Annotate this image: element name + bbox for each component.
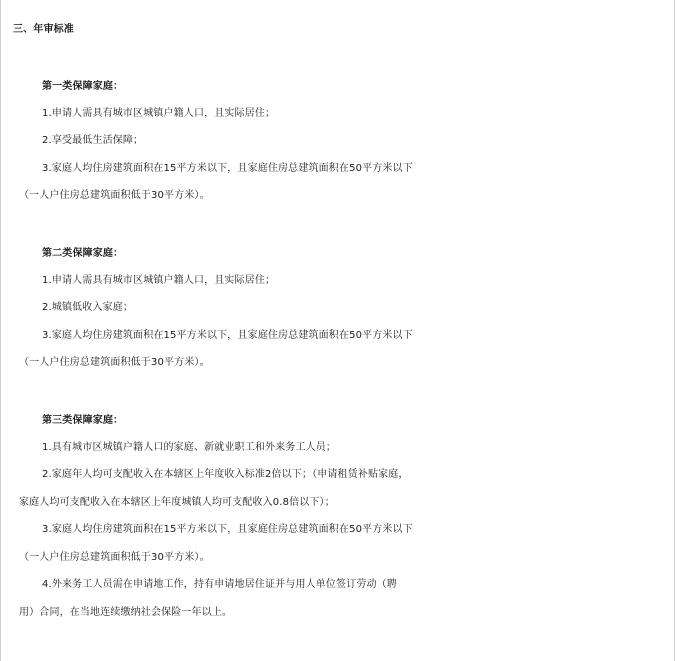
category-3-item-3: 3.家庭人均住房建筑面积在15平方米以下，且家庭住房总建筑面积在50平方米以下 bbox=[42, 524, 413, 535]
category-1-item-1: 1.申请人需具有城市区城镇户籍人口，且实际居住； bbox=[42, 108, 276, 119]
category-2-item-2: 2.城镇低收入家庭； bbox=[42, 302, 134, 313]
category-2-item-3: 3.家庭人均住房建筑面积在15平方米以下，且家庭住房总建筑面积在50平方米以下 bbox=[42, 330, 413, 341]
category-3-item-1: 1.具有城市区城镇户籍人口的家庭、新就业职工和外来务工人员； bbox=[42, 442, 337, 453]
category-3-item-3-cont: （一人户住房总建筑面积低于30平方米）。 bbox=[19, 552, 210, 563]
category-3-heading: 第三类保障家庭： bbox=[42, 415, 124, 426]
category-1-heading: 第一类保障家庭： bbox=[42, 81, 124, 92]
category-3-item-2-cont: 家庭人均可支配收入在本辖区上年度城镇人均可支配收入0.8倍以下）； bbox=[19, 497, 335, 508]
category-3-item-4: 4.外来务工人员需在申请地工作，持有申请地居住证并与用人单位签订劳动（聘 bbox=[42, 579, 397, 590]
category-1-item-3: 3.家庭人均住房建筑面积在15平方米以下，且家庭住房总建筑面积在50平方米以下 bbox=[42, 163, 413, 174]
category-3-item-4-cont: 用）合同，在当地连续缴纳社会保险一年以上。 bbox=[19, 607, 233, 618]
category-1-item-2: 2.享受最低生活保障； bbox=[42, 135, 144, 146]
section-title: 三、年审标准 bbox=[13, 24, 74, 35]
category-2-item-1: 1.申请人需具有城市区城镇户籍人口，且实际居住； bbox=[42, 275, 276, 286]
category-1-item-3-cont: （一人户住房总建筑面积低于30平方米）。 bbox=[19, 190, 210, 201]
category-2-heading: 第二类保障家庭： bbox=[42, 248, 124, 259]
category-3-item-2: 2.家庭年人均可支配收入在本辖区上年度收入标准2倍以下；（申请租赁补贴家庭， bbox=[42, 469, 409, 480]
category-2-item-3-cont: （一人户住房总建筑面积低于30平方米）。 bbox=[19, 357, 210, 368]
